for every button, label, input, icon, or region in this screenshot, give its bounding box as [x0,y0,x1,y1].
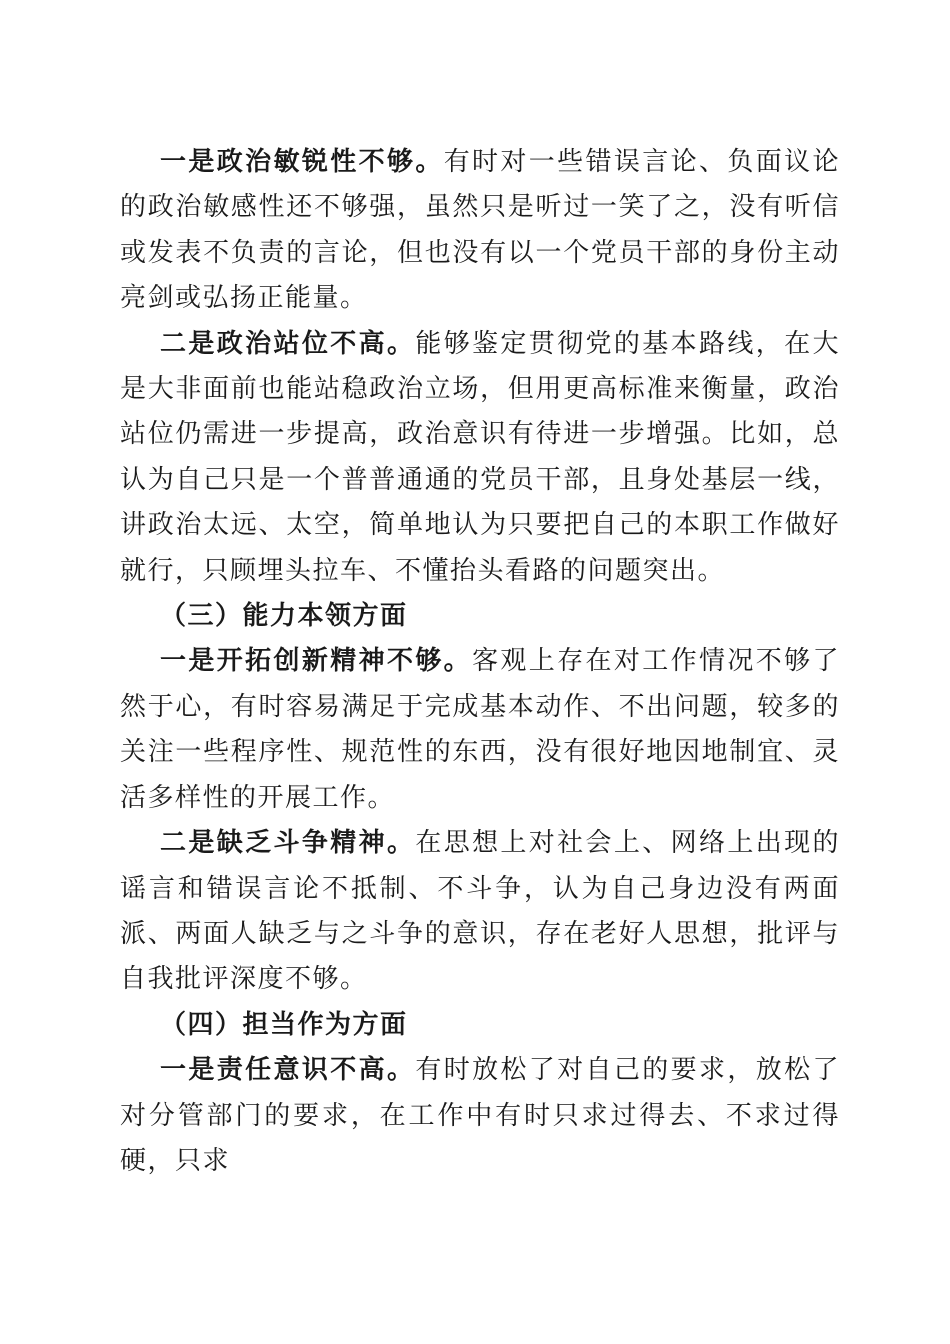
paragraph-lead: 二是政治站位不高。 [160,328,416,359]
paragraph-text: 有时放松了对自己的要求，放松了对分管部门的要求，在工作中有时只求过得去、不求过得硬，只求 [120,1055,840,1176]
paragraph-struggle-spirit [120,821,840,1003]
paragraph-text: 在思想上对社会上、网络上出现的谣言和错误言论不抵制、不斗争，认为自己身边没有两面派、两面人缺乏与之斗争的意识，存在老好人思想，批评与自我批评深度不够。 [120,828,840,995]
paragraph-innovation [120,639,840,821]
paragraph-lead: 二是缺乏斗争精神。 [160,828,416,859]
section-heading-responsibility: （四）担当作为方面 [160,1009,408,1040]
paragraph-responsibility-awareness [120,1048,840,1184]
paragraph-political-sensitivity [120,140,840,322]
paragraph-lead: 一是开拓创新精神不够。 [160,646,473,677]
paragraph-text: 能够鉴定贯彻党的基本路线，在大是大非面前也能站稳政治立场，但用更高标准来衡量，政治站位仍需进一步提高，政治意识有待进一步增强。比如，总认为自己只是一个普普通通的党员干部，且身处基层一线，讲政治太远、太空，简单地认为只要把自己的本职工作做好就行，只顾埋头拉车、不懂抬头看路的问题突出。 [120,328,840,586]
section-heading-ability: （三）能力本领方面 [160,601,408,632]
paragraph-text: 客观上存在对工作情况不够了然于心，有时容易满足于完成基本动作、不出问题，较多的关注一些程序性、规范性的东西，没有很好地因地制宜、灵活多样性的开展工作。 [120,646,840,813]
paragraph-lead: 一是责任意识不高。 [160,1055,416,1086]
paragraph-lead: 一是政治敏锐性不够。 [160,147,444,177]
paragraph-text: 有时对一些错误言论、负面议论的政治敏感性还不够强，虽然只是听过一笑了之，没有听信或发表不负责的言论，但也没有以一个党员干部的身份主动亮剑或弘扬正能量。 [120,147,840,314]
paragraph-political-stance [120,322,840,594]
document-body [120,140,840,1184]
